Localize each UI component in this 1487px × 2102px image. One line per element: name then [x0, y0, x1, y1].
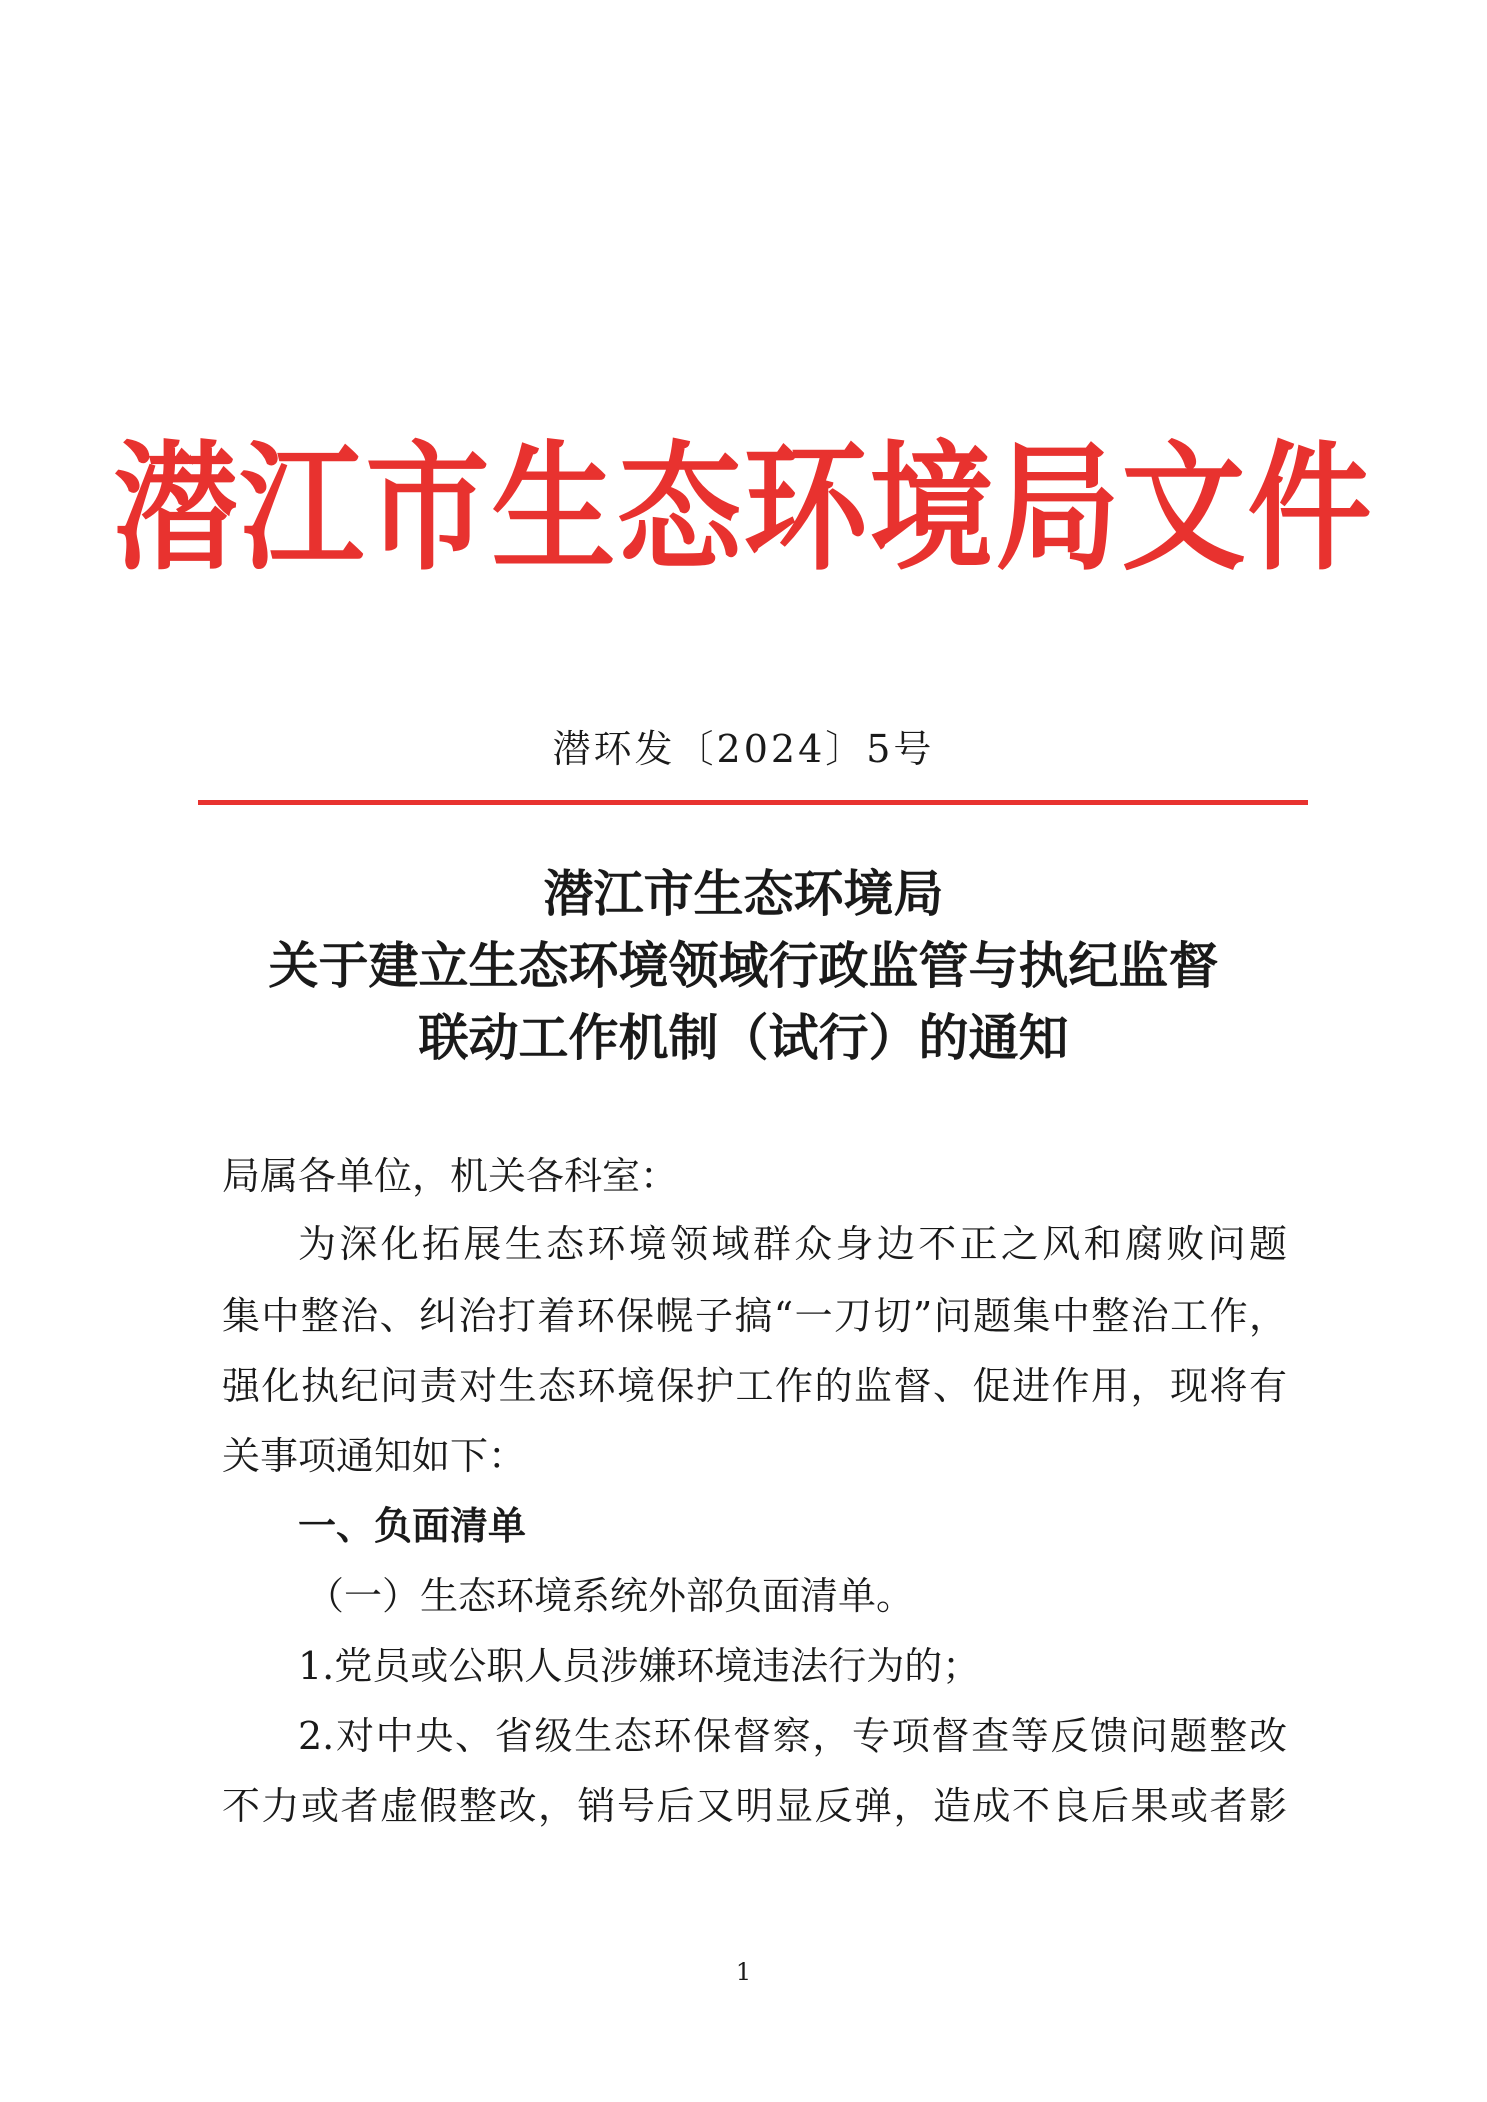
notice-title-line-2: 关于建立生态环境领域行政监管与执纪监督 [268, 936, 1219, 995]
notice-title-line-1: 潜江市生态环境局 [543, 864, 944, 923]
list-item-2-line-2: 不力或者虚假整改，销号后又明显反弹，造成不良后果或者影 [222, 1784, 1287, 1828]
list-item-1: 1.党员或公职人员涉嫌环境违法行为的； [298, 1644, 981, 1688]
notice-title [0, 858, 1487, 1074]
red-divider-line [198, 800, 1308, 805]
subsection-1-heading: （一）生态环境系统外部负面清单。 [306, 1574, 915, 1618]
salutation: 局属各单位，机关各科室： [222, 1154, 679, 1198]
list-item-2-line-1: 2.对中央、省级生态环保督察，专项督查等反馈问题整改 [298, 1714, 1287, 1758]
intro-line-1: 为深化拓展生态环境领域群众身边不正之风和腐败问题 [298, 1222, 1287, 1266]
section-1-heading: 一、负面清单 [298, 1504, 527, 1548]
intro-line-4: 关事项通知如下： [222, 1434, 527, 1478]
page-number: 1 [735, 1958, 752, 1986]
document-header-title: 潜江市生态环境局文件 [113, 428, 1374, 591]
notice-title-line-3: 联动工作机制（试行）的通知 [418, 1008, 1069, 1067]
intro-line-2: 集中整治、纠治打着环保幌子搞“一刀切”问题集中整治工作， [222, 1294, 1287, 1338]
intro-line-3: 强化执纪问责对生态环境保护工作的监督、促进作用，现将有 [222, 1364, 1287, 1408]
document-number: 潜环发〔2024〕5号 [552, 727, 935, 771]
